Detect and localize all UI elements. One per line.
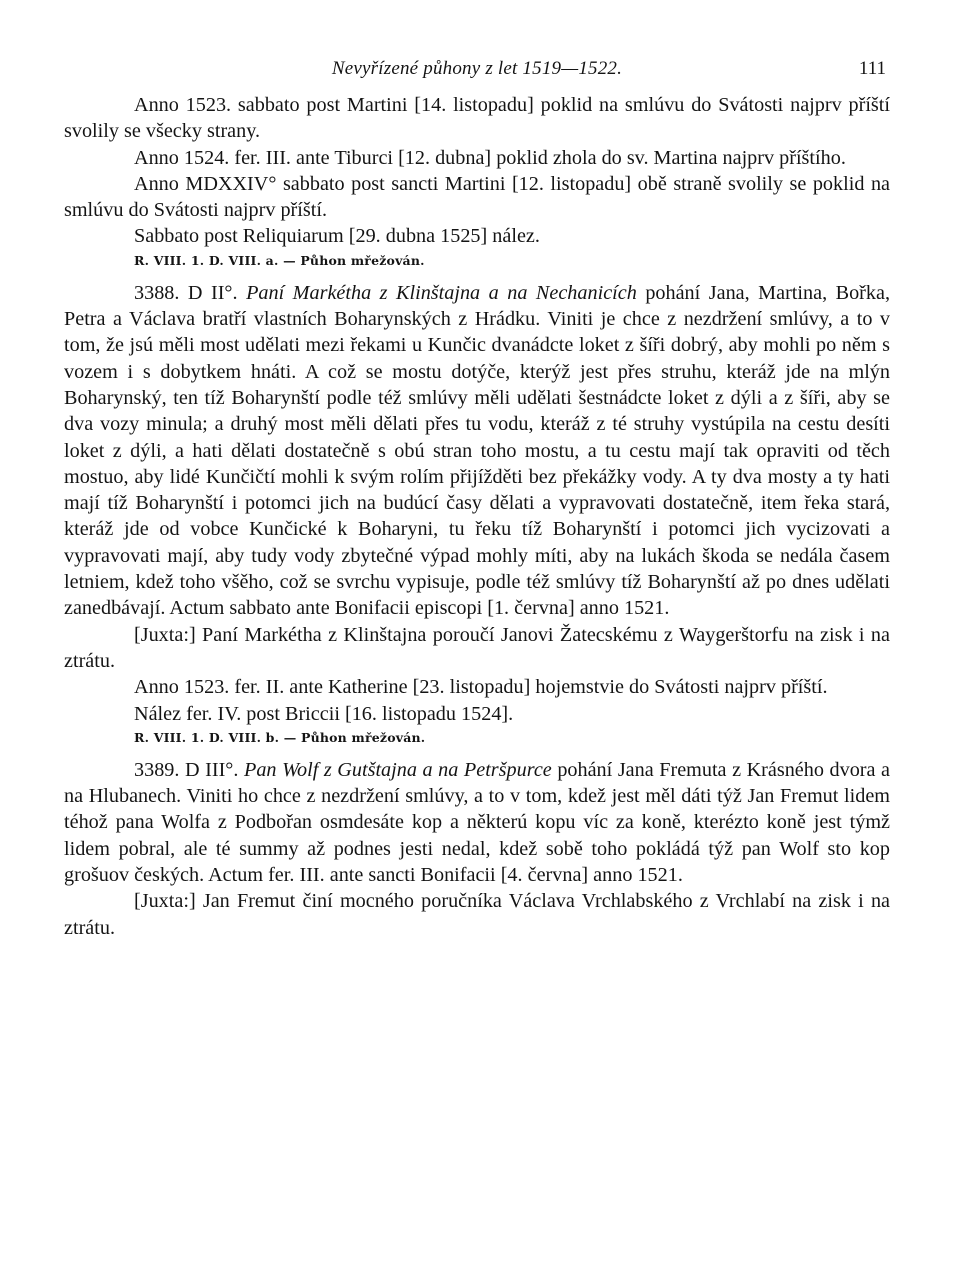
paragraph: Anno 1524. fer. III. ante Tiburci [12. dubna] poklid zhola do sv. Martina najprv příštího. (134, 146, 846, 169)
running-title: Nevyřízené půhony z let 1519—1522. (331, 58, 623, 79)
archive-signature: R. VIII. 1. D. VIII. b. — Půhon mřežován. (134, 729, 426, 745)
paragraph: [Juxta:] Paní Markétha z Klinštajna poroučí Janovi Žatecskému z Waygerštorfu na zisk i na ztrátu. (64, 623, 890, 672)
plaintiff-name: Paní Markétha z Klinštajna a na Nechanicích (246, 281, 637, 304)
document-page (64, 58, 890, 941)
running-head (64, 58, 890, 92)
paragraph: Sabbato post Reliquiarum [29. dubna 1525] nález. (134, 225, 540, 248)
body-text (64, 92, 890, 941)
entry-text: pohání Jana, Martina, Bořka, Petra a Václava bratří vlastních Boharynských z Hrádku. Viniti je chce z nezdržení smlúvy, a to v tom, že jsú měli most udělati mezi řekami u Kunčic dvanádcte loket z šíři dobrý, aby mohli po něm s vozem i s dobytkem hnáti. A což se mostu dotýče, kterýž jest přes struhu, kteráž jde na mlýn Boharynský, ten tíž Boharynští podle též smlúvy měli udělati šestnádcte loket z dýli a z šíři, aby se dva vozy minula; a druhý most měli dělati přes tu vodu, kteráž z té struhy vystúpila na cestu desíti loket z dýli, a hati dělati dostatečně s obú stran toho mostu, a tu cestu mají tak opraviti od těch mostuo, aby lidé Kunčičtí mohli k svým rolím přijížděti bez překážky vody. A ty dva mosty a ty hati mají tíž Boharynští i potomci jich na budúcí časy dělati a vypravovati dostatečně, item řeka stará, kteráž jde od vobce Kunčické k Boharyni, tu řeku tíž Boharynští i potomci jich vycizovati a vypravovati mají, aby tudy vody zbytečné výpad mohly míti, aby na lukách škoda se nedála časem letniem, kdež toho všěho, což se svrchu vypisuje, podle též smlúvy tíž Boharynští až po dnes udělati zanedbávají. Actum sabbato ante Bonifacii episcopi [1. června] anno 1521. (64, 281, 890, 620)
entry-text: pohání Jana Fremuta z Krásného dvora a na Hlubanech. Viniti ho chce z nezdržení smlúvy, a to v tom, kdež jest měl dáti týž Jan Fremut lidem téhož pana Wolfa z Podbořan osmdesáte kop a některú kopu víc za koně, kterézto koně jest týmž lidem pobral, ale té summy až podnes jesti nedal, kdež sobě toho pokládá týž pan Wolf sto kop grošuov českých. Actum fer. III. ante sancti Bonifacii [4. června] anno 1521. (64, 758, 891, 887)
entry-3388 (64, 280, 890, 622)
entry-number: 3388. D II°. (134, 281, 238, 304)
paragraph: Nález fer. IV. post Briccii [16. listopadu 1524]. (134, 702, 514, 725)
paragraph: Anno MDXXIV° sabbato post sancti Martini [12. listopadu] obě straně svolily se poklid na smlúvu do Svátosti najprv příští. (64, 172, 890, 222)
page-number: 111 (858, 58, 886, 79)
archive-signature: R. VIII. 1. D. VIII. a. — Půhon mřežován. (134, 252, 425, 268)
entry-3389 (64, 757, 890, 888)
paragraph: [Juxta:] Jan Fremut činí mocného poručníka Václava Vrchlabského z Vrchlabí na zisk i na ztrátu. (64, 890, 890, 939)
plaintiff-name: Pan Wolf z Gutštajna a na Petršpurce (243, 758, 552, 781)
entry-number: 3389. D III°. (134, 758, 239, 781)
paragraph: Anno 1523. fer. II. ante Katherine [23. listopadu] hojemstvie do Svátosti najprv příští. (134, 676, 828, 699)
paragraph: Anno 1523. sabbato post Martini [14. listopadu] poklid na smlúvu do Svátosti najprv příští svolily se všecky strany. (64, 94, 890, 143)
